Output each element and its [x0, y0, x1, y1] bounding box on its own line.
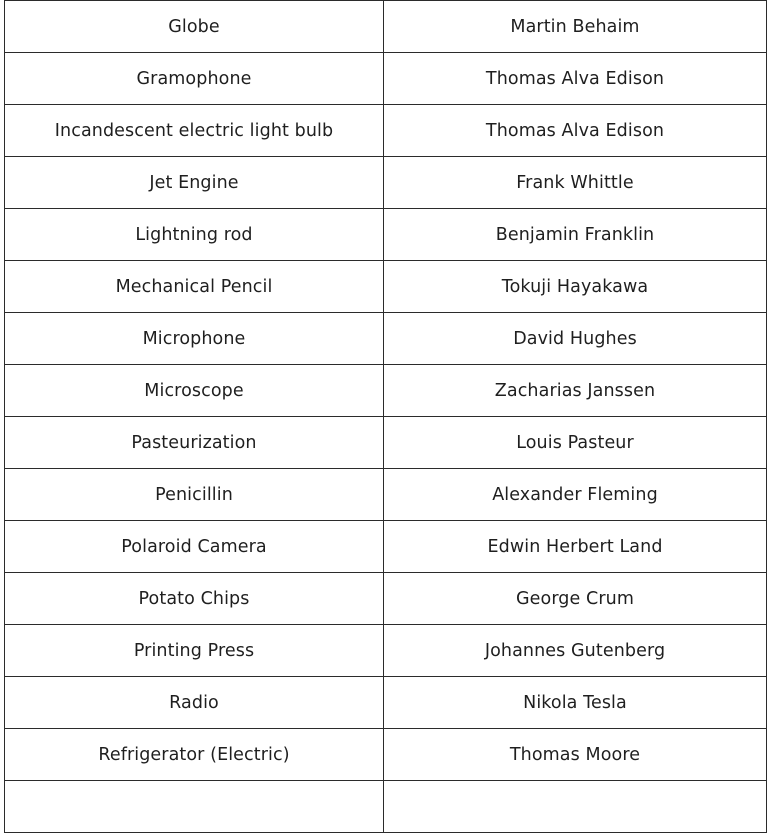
invention-cell: Radio: [5, 677, 384, 729]
inventor-cell: Thomas Moore: [384, 729, 767, 781]
table-row: [5, 313, 767, 365]
inventor-cell: George Crum: [384, 573, 767, 625]
table-row: [5, 1, 767, 53]
inventor-cell: Alexander Fleming: [384, 469, 767, 521]
inventor-cell: Tokuji Hayakawa: [384, 261, 767, 313]
table-row: [5, 157, 767, 209]
inventor-cell: Johannes Gutenberg: [384, 625, 767, 677]
table-row: [5, 53, 767, 105]
invention-cell: Polaroid Camera: [5, 521, 384, 573]
table-row: [5, 469, 767, 521]
table-row: [5, 105, 767, 157]
invention-cell: Penicillin: [5, 469, 384, 521]
invention-cell: Globe: [5, 1, 384, 53]
inventor-cell: Nikola Tesla: [384, 677, 767, 729]
invention-cell: Potato Chips: [5, 573, 384, 625]
invention-cell: [5, 781, 384, 833]
invention-cell: Mechanical Pencil: [5, 261, 384, 313]
inventor-cell: Louis Pasteur: [384, 417, 767, 469]
table-row: [5, 365, 767, 417]
table-row: [5, 677, 767, 729]
invention-cell: Jet Engine: [5, 157, 384, 209]
inventor-cell: David Hughes: [384, 313, 767, 365]
invention-cell: Lightning rod: [5, 209, 384, 261]
inventor-cell: Benjamin Franklin: [384, 209, 767, 261]
table-row: [5, 781, 767, 833]
table-row: [5, 729, 767, 781]
inventor-cell: Martin Behaim: [384, 1, 767, 53]
inventor-cell: Thomas Alva Edison: [384, 105, 767, 157]
table-row: [5, 521, 767, 573]
invention-cell: Pasteurization: [5, 417, 384, 469]
inventions-table: [4, 0, 767, 833]
inventor-cell: Zacharias Janssen: [384, 365, 767, 417]
table-row: [5, 209, 767, 261]
invention-cell: Microphone: [5, 313, 384, 365]
invention-cell: Refrigerator (Electric): [5, 729, 384, 781]
table-row: [5, 261, 767, 313]
invention-cell: Microscope: [5, 365, 384, 417]
inventor-cell: [384, 781, 767, 833]
table-row: [5, 417, 767, 469]
inventions-table-container: [4, 0, 766, 833]
table-body: [5, 0, 767, 833]
inventor-cell: Frank Whittle: [384, 157, 767, 209]
table-row: [5, 573, 767, 625]
table-row: [5, 625, 767, 677]
invention-cell: Incandescent electric light bulb: [5, 105, 384, 157]
invention-cell: Printing Press: [5, 625, 384, 677]
inventor-cell: Thomas Alva Edison: [384, 53, 767, 105]
inventor-cell: Edwin Herbert Land: [384, 521, 767, 573]
invention-cell: Gramophone: [5, 53, 384, 105]
